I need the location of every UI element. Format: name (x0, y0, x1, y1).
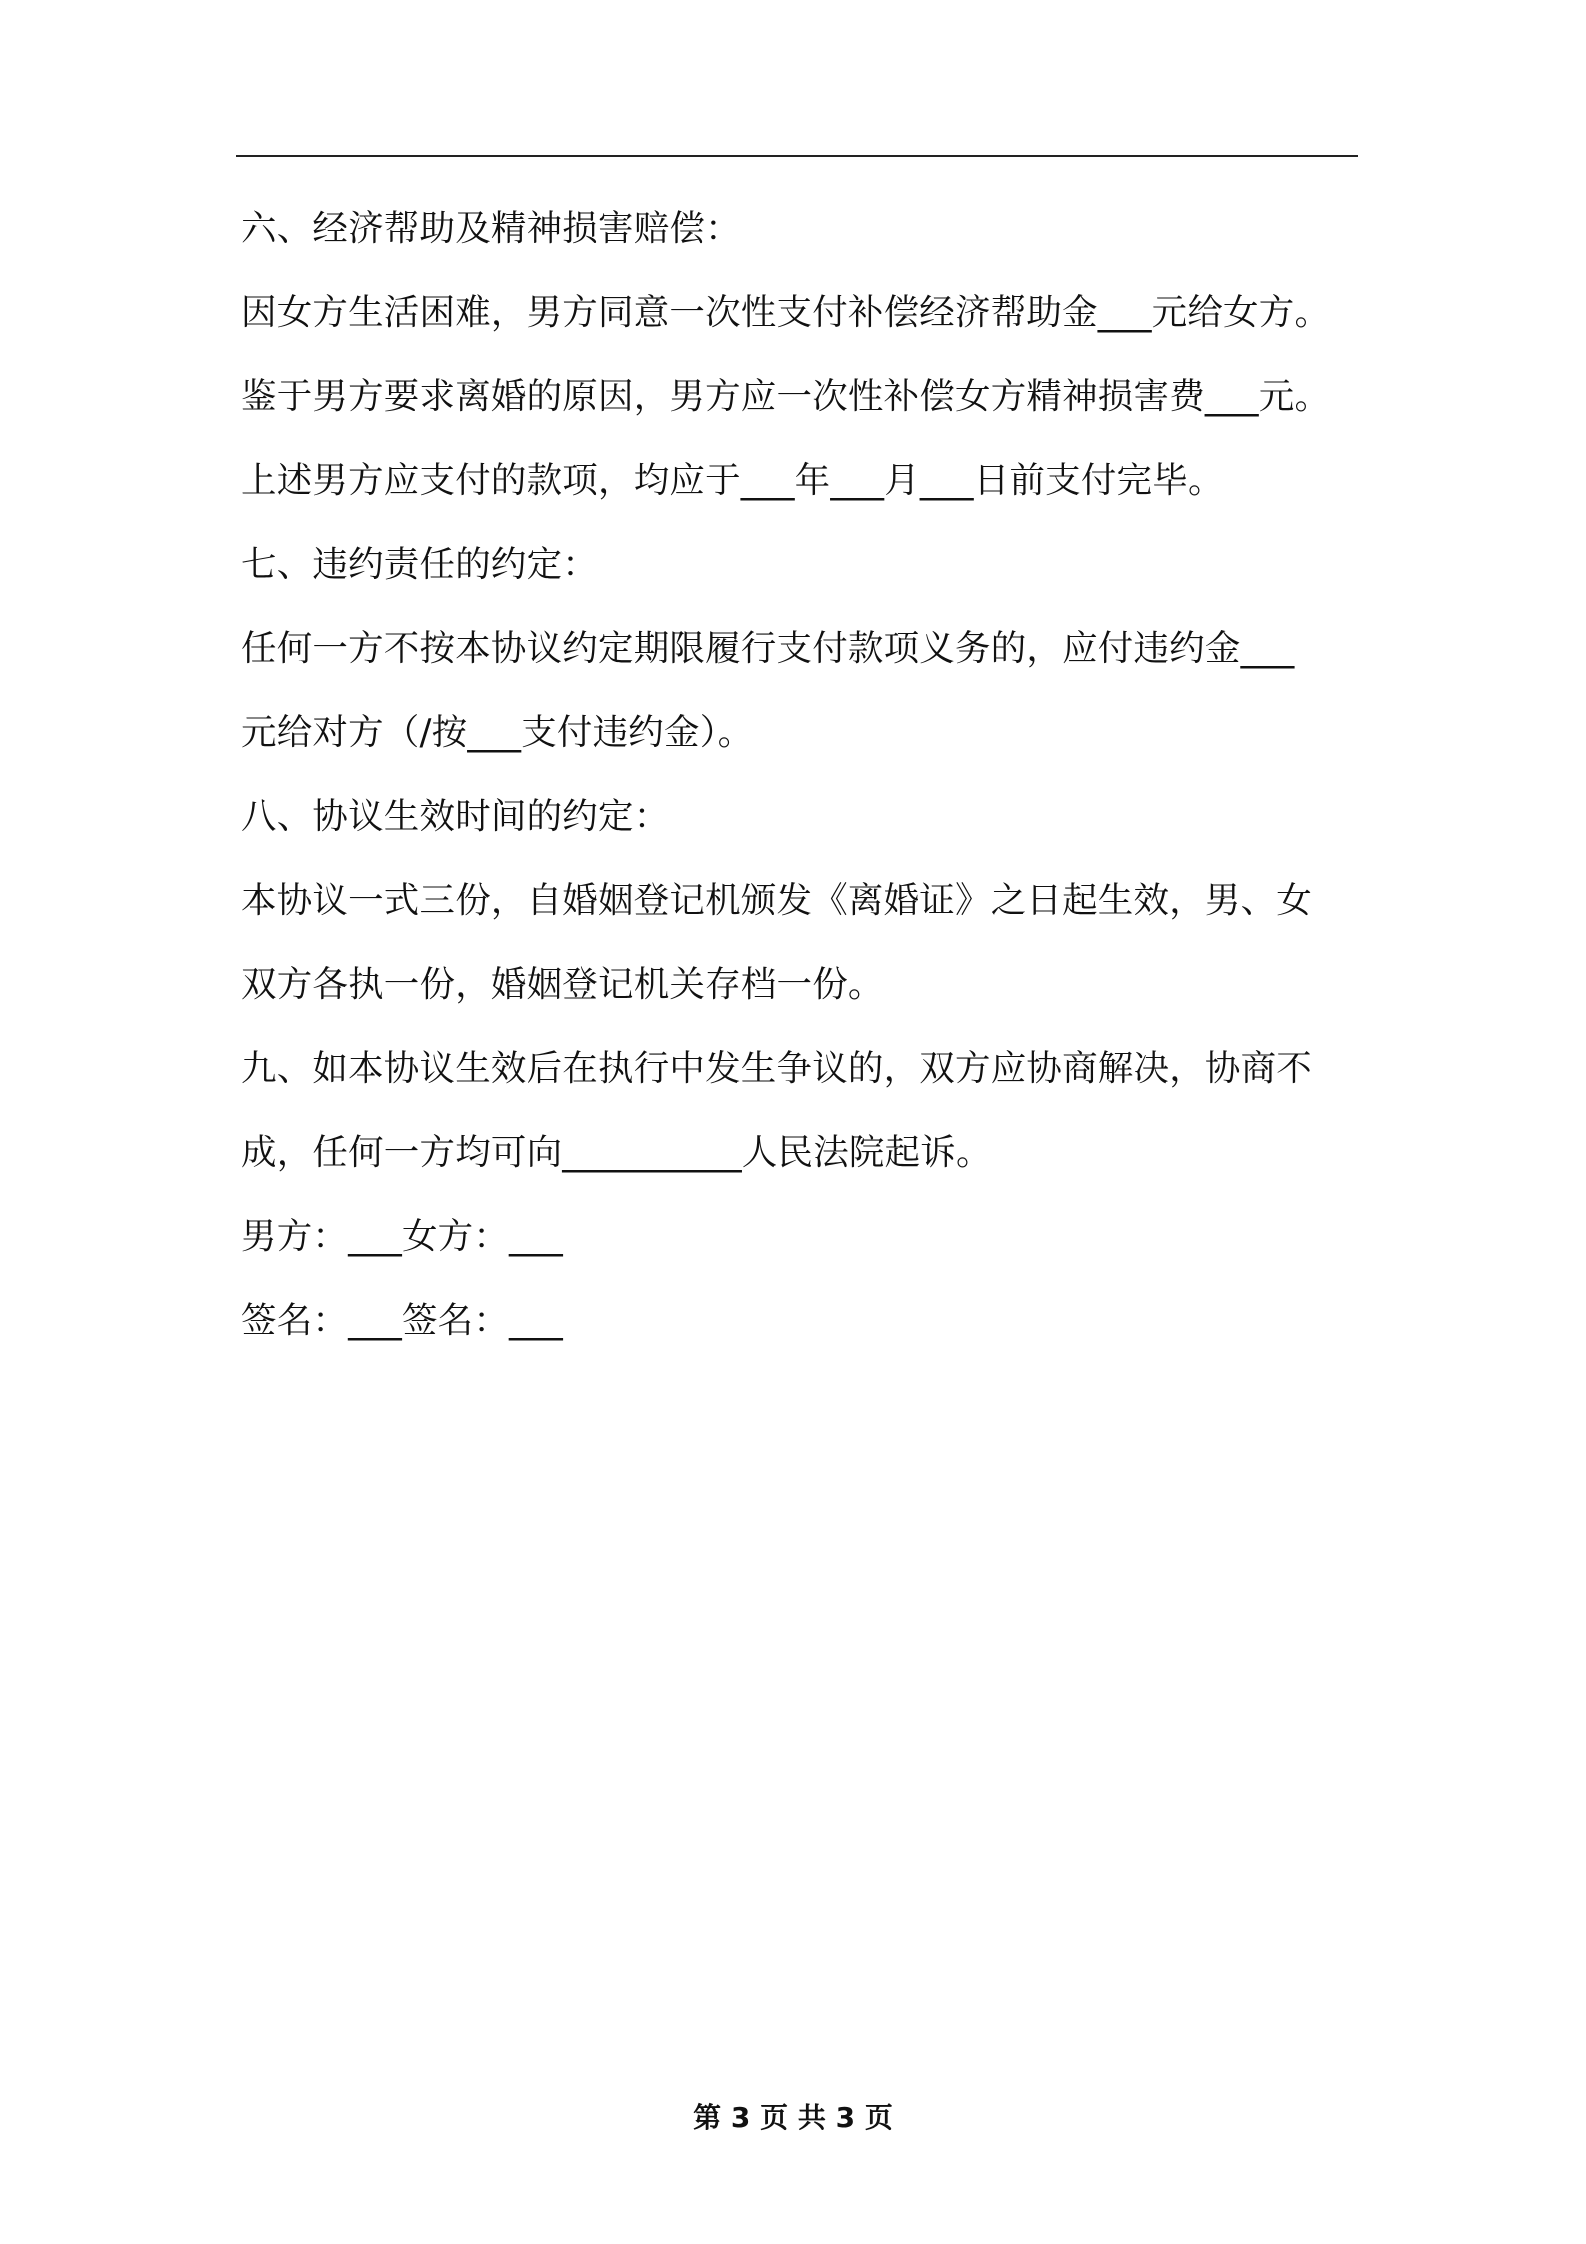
paragraph-line: 本协议一式三份，自婚姻登记机颁发《离婚证》之日起生效，男、女 (241, 880, 1313, 921)
section-heading-effective-time: 八、协议生效时间的约定： (241, 796, 670, 837)
paragraph-line: 双方各执一份，婚姻登记机关存档一份。 (241, 964, 884, 1005)
header-divider (236, 155, 1358, 157)
section-heading-financial-help: 六、经济帮助及精神损害赔偿： (241, 208, 741, 249)
paragraph-line: 成，任何一方均可向__________人民法院起诉。 (241, 1132, 992, 1173)
page-number-footer: 第 3 页 共 3 页 (693, 2101, 893, 2134)
paragraph-line: 鉴于男方要求离婚的原因，男方应一次性补偿女方精神损害费___元。 (241, 376, 1331, 417)
section-heading-breach-liability: 七、违约责任的约定： (241, 544, 599, 585)
signature-line: 签名：___签名：___ (241, 1300, 563, 1341)
paragraph-line: 上述男方应支付的款项，均应于___年___月___日前支付完毕。 (241, 460, 1224, 501)
paragraph-line: 元给对方（/按___支付违约金）。 (241, 712, 754, 753)
party-names-line: 男方：___女方：___ (241, 1216, 563, 1257)
document-body (241, 199, 1371, 1375)
section-heading-dispute-resolution: 九、如本协议生效后在执行中发生争议的，双方应协商解决，协商不 (241, 1048, 1313, 1089)
paragraph-line: 因女方生活困难，男方同意一次性支付补偿经济帮助金___元给女方。 (241, 292, 1331, 333)
paragraph-line: 任何一方不按本协议约定期限履行支付款项义务的，应付违约金___ (241, 628, 1295, 669)
